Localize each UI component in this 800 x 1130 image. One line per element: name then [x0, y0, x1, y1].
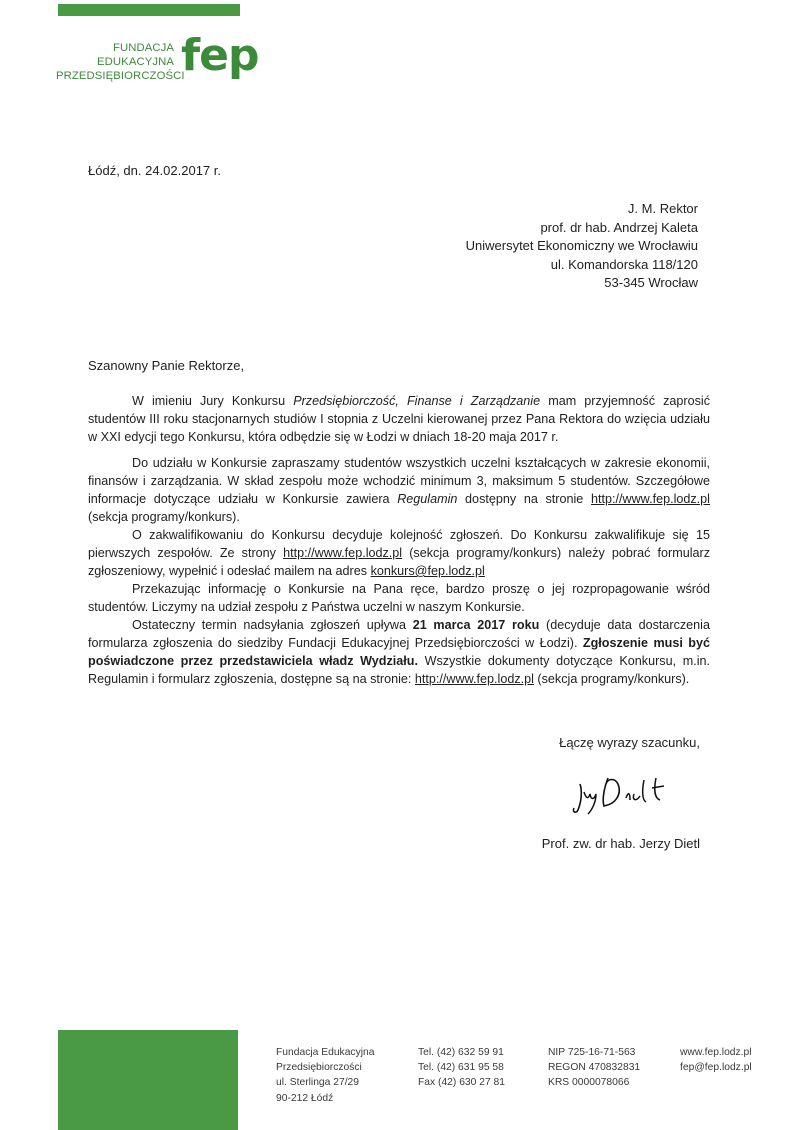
- recipient-address: [466, 200, 698, 293]
- footer-line: KRS 0000078066: [548, 1077, 630, 1089]
- text: Ostateczny termin nadsyłania zgłoszeń upływa: [132, 618, 413, 632]
- recipient-line: ul. Komandorska 118/120: [550, 256, 698, 272]
- letter-date: Łódź, dn. 24.02.2017 r.: [88, 163, 221, 178]
- text: mam przyjemność zaprosić studentów III roku stacjonarnych studiów I stopnia z Uczelni kierowanej przez Pana Rektora do wzięcia udziału w XXI edycji tego Konkursu, która odbędzie się w Łodzi w dniach 18-20 maja 2017 r.: [88, 394, 710, 444]
- footer-green-block: [58, 1030, 238, 1130]
- paragraph-deadline: [88, 616, 710, 688]
- footer-line: Tel. (42) 632 59 91: [418, 1047, 504, 1058]
- recipient-line: Uniwersytet Ekonomiczny we Wrocławiu: [465, 238, 698, 253]
- footer-website-link[interactable]: www.fep.lodz.pl: [680, 1047, 752, 1058]
- recipient-line: prof. dr hab. Andrzej Kaleta: [540, 219, 698, 235]
- footer-line: REGON 470832831: [548, 1062, 641, 1074]
- text: (sekcja programy/konkurs).: [88, 510, 240, 524]
- text: (sekcja programy/konkurs).: [533, 672, 690, 686]
- footer-contact: [680, 1045, 752, 1075]
- logo-org-name: [56, 41, 185, 83]
- footer-registry: [548, 1045, 640, 1091]
- closing: Łączę wyrazy szacunku,: [559, 735, 700, 750]
- salutation: Szanowny Panie Rektorze,: [88, 358, 245, 373]
- text: (decyduje data dostarczenia formularza zgłoszenia do siedziby Fundacji Edukacyjnej Przedsiębiorczości w Łodzi).: [88, 618, 710, 650]
- text: (sekcja programy/konkurs) należy pobrać formularz zgłoszeniowy, wypełnić i odesłać mailem na adres: [88, 546, 710, 578]
- email-link[interactable]: konkurs@fep.lodz.pl: [370, 564, 485, 578]
- footer-email-link[interactable]: fep@fep.lodz.pl: [680, 1062, 752, 1074]
- text: dostępny na stronie: [457, 492, 591, 506]
- logo-mark: fep: [181, 30, 259, 81]
- logo-line: PRZEDSIĘBIORCZOŚCI: [56, 70, 185, 82]
- logo-line: EDUKACYJNA: [97, 56, 174, 68]
- paragraph-participation: [88, 454, 710, 526]
- paragraph-qualification: [88, 526, 710, 580]
- footer-line: Fundacja Edukacyjna: [276, 1047, 375, 1058]
- footer-line: Fax (42) 630 27 81: [418, 1077, 506, 1089]
- website-link[interactable]: http://www.fep.lodz.pl: [414, 672, 534, 686]
- website-link[interactable]: http://www.fep.lodz.pl: [283, 546, 403, 560]
- footer-line: NIP 725-16-71-563: [548, 1047, 636, 1058]
- footer-line: Przedsiębiorczości: [276, 1062, 362, 1074]
- paragraph-promotion: Przekazując informację o Konkursie na Pana ręce, bardzo proszę o jej rozpropagowanie wśród studentów. Liczymy na udział zespołu z Państwa uczelni w naszym Konkursie.: [88, 582, 710, 614]
- signer-name: Prof. zw. dr hab. Jerzy Dietl: [541, 836, 700, 851]
- footer-line: Tel. (42) 631 95 58: [418, 1062, 504, 1074]
- website-link[interactable]: http://www.fep.lodz.pl: [590, 492, 710, 506]
- fep-logo: [56, 30, 276, 96]
- recipient-line: 53-345 Wrocław: [604, 275, 698, 290]
- footer-line: 90-212 Łódź: [276, 1092, 334, 1104]
- certification-note: Zgłoszenie musi być poświadczone przez przedstawiciela władz Wydziału.: [88, 636, 710, 668]
- logo-line: FUNDACJA: [112, 42, 174, 54]
- text: Wszystkie dokumenty dotyczące Konkursu, m.in. Regulamin i formularz zgłoszenia, dostępne są na stronie:: [88, 654, 710, 686]
- deadline-date: 21 marca 2017 roku: [412, 618, 540, 632]
- text: O zakwalifikowaniu do Konkursu decyduje kolejność zgłoszeń. Do Konkursu zakwalifikuje się 15 pierwszych zespołów. Ze strony: [88, 528, 710, 560]
- footer-phones: [418, 1045, 505, 1091]
- handwritten-signature: [568, 770, 678, 820]
- recipient-line: J. M. Rektor: [627, 201, 698, 216]
- letter-body: [88, 392, 710, 688]
- footer-address: [276, 1045, 374, 1106]
- regulations-term: Regulamin: [397, 492, 458, 506]
- header-green-bar: [58, 4, 240, 16]
- text: Do udziału w Konkursie zapraszamy studentów wszystkich uczelni kształcących w zakresie ekonomii, finansów i zarządzania. W skład zespołu może wchodzić minimum 3, maksimum 5 studentów. Szczegółowe informacje dotyczące udziału w Konkursie zawiera: [88, 456, 710, 506]
- text: W imieniu Jury Konkursu: [132, 394, 294, 408]
- competition-name: Przedsiębiorczość, Finanse i Zarządzanie: [293, 394, 541, 408]
- footer-line: ul. Sterlinga 27/29: [276, 1077, 360, 1089]
- paragraph-invitation: [88, 392, 710, 446]
